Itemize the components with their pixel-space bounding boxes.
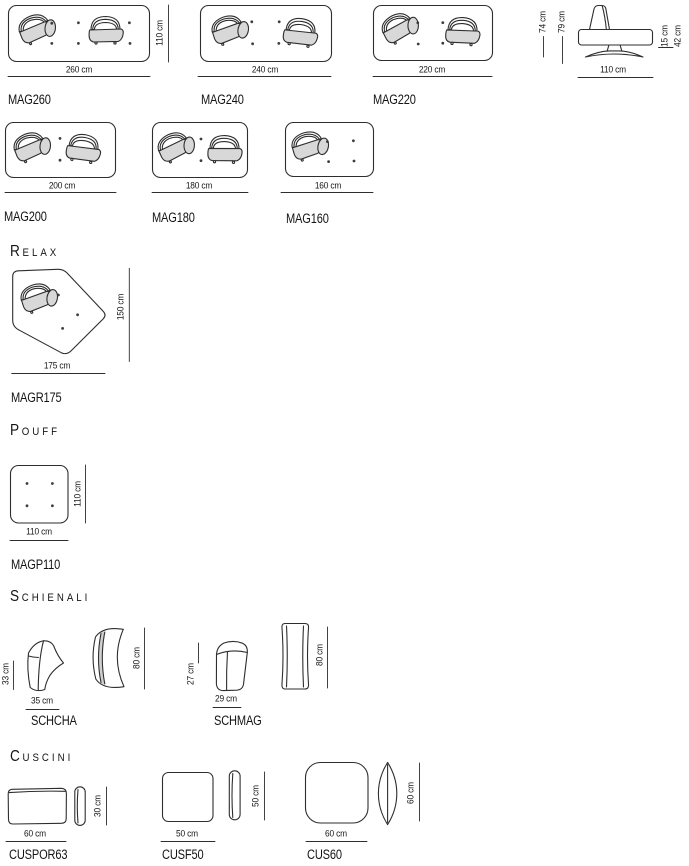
- dim-side-seat-height: 42 cm: [672, 25, 684, 47]
- product-code-mag260: MAG260: [8, 92, 51, 107]
- dim-side-total-height: 79 cm: [556, 11, 568, 33]
- product-code-mag220: MAG220: [373, 92, 416, 107]
- cushion-side-view: [229, 771, 240, 820]
- module-outline: [11, 466, 69, 524]
- module-outline: [13, 269, 105, 353]
- dim-height-magr175: 150 cm: [115, 293, 127, 321]
- product-code-cus60: CUS60: [307, 847, 342, 862]
- side-seat: [579, 30, 653, 46]
- product-code-mag240: MAG240: [201, 92, 244, 107]
- section-heading-cuscini: CUSCINI: [10, 748, 74, 765]
- dim-height-cuspor63: 30 cm: [92, 795, 104, 817]
- dim-width-mag260: 260 cm: [65, 64, 93, 76]
- product-code-cuspor63: CUSPOR63: [9, 847, 68, 862]
- dim-width-schcha: 35 cm: [31, 695, 53, 707]
- dim-width-cusf50: 50 cm: [176, 828, 198, 840]
- dim-height-schcha: 80 cm: [131, 647, 143, 669]
- dim-width-mag220: 220 cm: [418, 64, 446, 76]
- dim-width-mag180: 180 cm: [185, 180, 213, 192]
- product-code-schmag: SCHMAG: [214, 713, 262, 728]
- dim-side-back-height: 74 cm: [537, 11, 549, 33]
- tuft-dots: [250, 20, 280, 45]
- dim-width-magr175: 175 cm: [43, 360, 71, 372]
- backrest-front-view: [282, 624, 309, 690]
- section-heading-pouff: POUFF: [10, 422, 61, 439]
- tuft-dots: [200, 138, 203, 162]
- product-code-magp110: MAGP110: [11, 557, 61, 572]
- dim-depth-schmag: 27 cm: [185, 663, 197, 685]
- product-code-schcha: SCHCHA: [31, 713, 77, 728]
- dim-width-cus60: 60 cm: [325, 828, 347, 840]
- product-code-magr175: MAGR175: [11, 390, 62, 405]
- product-code-mag200: MAG200: [4, 209, 47, 224]
- dim-side-depth: 110 cm: [600, 64, 626, 76]
- tuft-dots: [416, 21, 444, 45]
- dim-width-mag160: 160 cm: [314, 180, 342, 192]
- backrest-3d-view: [28, 641, 64, 691]
- tuft-dots: [326, 139, 355, 163]
- dim-width-schmag: 29 cm: [215, 693, 237, 705]
- pedestal-base: [586, 51, 644, 57]
- dim-width-mag240: 240 cm: [251, 64, 279, 76]
- cushion-cus60: [306, 762, 420, 841]
- tuft-dots: [59, 137, 62, 162]
- product-code-mag160: MAG160: [286, 211, 329, 226]
- cushion-front-view: [163, 773, 214, 822]
- tuft-dots: [26, 482, 54, 507]
- cushion-front-view: [8, 788, 66, 824]
- backrest-front-view: [93, 629, 124, 688]
- dim-height-magp110: 110 cm: [72, 481, 84, 507]
- dim-height-cusf50: 50 cm: [250, 785, 262, 807]
- dim-width-mag200: 200 cm: [48, 180, 76, 192]
- section-heading-schienali: SCHIENALI: [10, 588, 91, 605]
- dim-width-magp110: 110 cm: [26, 526, 52, 538]
- product-code-cusf50: CUSF50: [162, 847, 204, 862]
- dim-height-mag260: 110 cm: [154, 20, 166, 46]
- cushion-cuspor63: [6, 787, 107, 842]
- cushion-side-view: [75, 787, 85, 826]
- tuft-dots: [57, 294, 79, 330]
- dim-width-cuspor63: 60 cm: [24, 828, 46, 840]
- pedestal-stem: [607, 46, 622, 51]
- dim-depth-schcha: 33 cm: [0, 663, 12, 685]
- dim-side-seat-thickness: 15 cm: [659, 25, 671, 47]
- backrest-3d-view: [216, 641, 247, 690]
- dim-height-schmag: 80 cm: [314, 644, 326, 666]
- module-magr175: [12, 268, 130, 373]
- cushion-front-view: [306, 763, 369, 824]
- dim-height-cus60: 60 cm: [405, 782, 417, 804]
- section-heading-relax: RELAX: [10, 243, 60, 260]
- product-code-mag180: MAG180: [152, 210, 195, 225]
